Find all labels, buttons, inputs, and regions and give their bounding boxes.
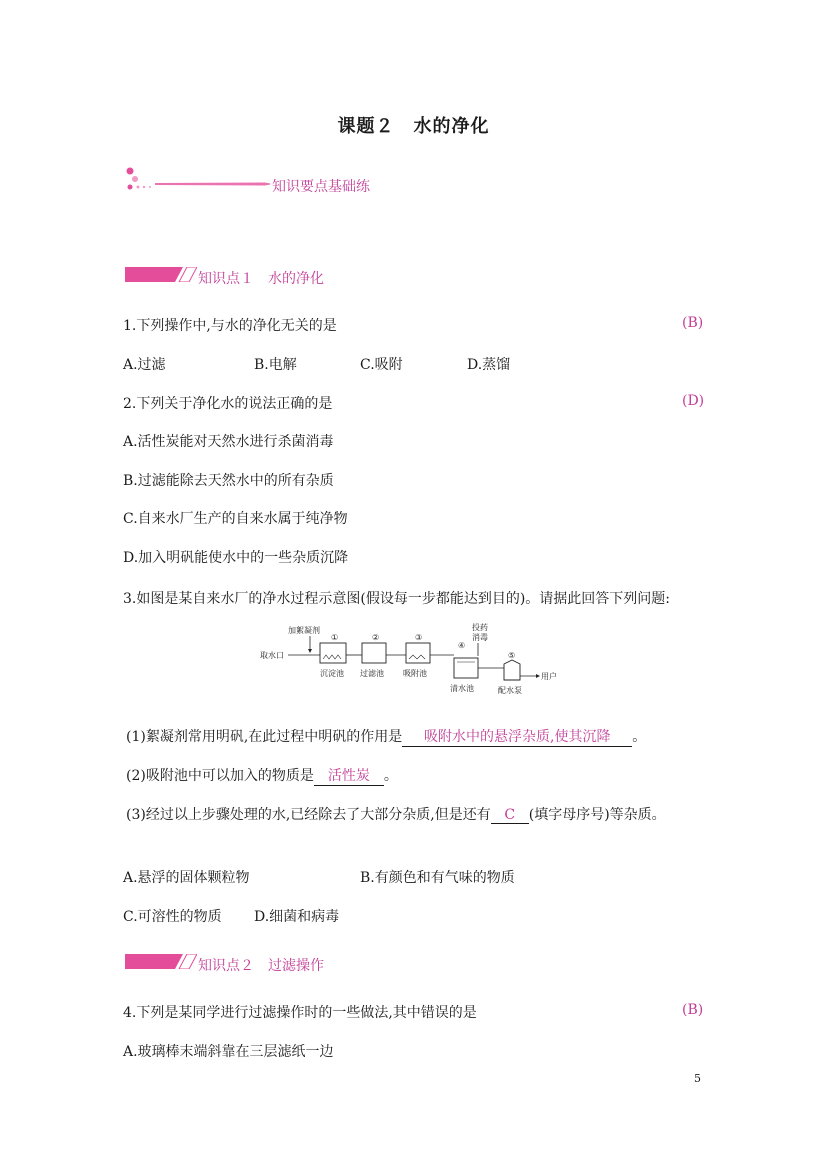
sub-1-answer-blank: 吸附水中的悬浮杂质,使其沉降 — [402, 726, 632, 747]
question-3-sub-3 — [126, 804, 666, 824]
question-1-option-b: B.电解 — [254, 357, 297, 373]
question-3-option-b: B.有颜色和有气味的物质 — [360, 870, 515, 886]
knowledge-point-bar — [125, 954, 197, 969]
pump-icon — [504, 660, 520, 680]
question-4-answer: (B) — [682, 1002, 704, 1018]
diagram-unit-5: 配水泵 — [498, 686, 522, 695]
clear-water-tank-icon — [454, 658, 478, 678]
question-4-stem: 4.下列是某同学进行过滤操作时的一些做法,其中错误的是 — [123, 1005, 477, 1021]
diagram-num-5: ⑤ — [508, 651, 516, 660]
sub-2-answer-blank: 活性炭 — [314, 765, 384, 786]
question-1-option-d: D.蒸馏 — [467, 357, 511, 373]
question-1-option-c: C.吸附 — [360, 357, 403, 373]
sub-1-prefix: (1)絮凝剂常用明矾,在此过程中明矾的作用是 — [126, 729, 403, 745]
diagram-coagulant-label: 加絮凝剂 — [288, 626, 320, 635]
question-1-option-a: A.过滤 — [123, 357, 166, 373]
question-3-sub-2 — [126, 765, 398, 786]
diagram-unit-4: 清水池 — [450, 684, 474, 693]
filter-tank-icon — [362, 643, 386, 663]
knowledge-point-1-label: 知识点１ 水的净化 — [198, 271, 324, 287]
diagram-num-1: ① — [331, 633, 339, 642]
question-3-option-c: C.可溶性的物质 — [123, 909, 222, 925]
settling-tank-icon — [320, 643, 346, 663]
sub-3-prefix: (3)经过以上步骤处理的水,已经除去了大部分杂质,但是还有 — [126, 807, 491, 823]
question-2-option-d: D.加入明矾能使水中的一些杂质沉降 — [123, 550, 349, 566]
diagram-output-label: 用户 — [541, 672, 557, 681]
sub-2-suffix: 。 — [383, 768, 398, 784]
diagram-num-2: ② — [372, 633, 380, 642]
question-1-stem: 1.下列操作中,与水的净化无关的是 — [123, 318, 337, 334]
diagram-num-4: ④ — [458, 641, 466, 650]
page-title: 课题２ 水的净化 — [337, 116, 490, 137]
question-3-option-d: D.细菌和病毒 — [254, 909, 340, 925]
question-3-sub-1 — [126, 726, 646, 747]
diagram-input-label: 取水口 — [260, 651, 284, 660]
question-3-stem: 3.如图是某自来水厂的净水过程示意图(假设每一步都能达到目的)。请据此回答下列问题: — [123, 591, 670, 607]
question-4-option-a: A.玻璃棒末端斜靠在三层滤纸一边 — [123, 1044, 334, 1060]
sub-3-answer-blank: C — [491, 807, 529, 824]
sub-2-prefix: (2)吸附池中可以加入的物质是 — [126, 768, 314, 784]
sub-1-suffix: 。 — [632, 729, 647, 745]
question-2-stem: 2.下列关于净化水的说法正确的是 — [123, 396, 333, 412]
question-2-option-c: C.自来水厂生产的自来水属于纯净物 — [123, 511, 348, 527]
section-label: 知识要点基础练 — [272, 179, 370, 195]
page-number: 5 — [694, 1072, 701, 1085]
diagram-unit-2: 过滤池 — [360, 669, 384, 678]
knowledge-point-2-label: 知识点２ 过滤操作 — [198, 958, 324, 974]
diagram-disinfect-label-1: 投药 — [472, 623, 488, 632]
question-2-option-a: A.活性炭能对天然水进行杀菌消毒 — [123, 434, 334, 450]
question-2-option-b: B.过滤能除去天然水中的所有杂质 — [123, 473, 334, 489]
diagram-num-3: ③ — [415, 633, 423, 642]
adsorption-tank-icon — [406, 643, 430, 663]
diagram-disinfect-label-2: 消毒 — [472, 633, 488, 642]
question-2-answer: (D) — [682, 393, 705, 409]
diagram-unit-3: 吸附池 — [403, 669, 427, 678]
diagram-unit-1: 沉淀池 — [320, 669, 344, 678]
water-purification-diagram — [258, 618, 578, 698]
question-3-option-a: A.悬浮的固体颗粒物 — [123, 870, 250, 886]
knowledge-point-bar — [125, 267, 197, 282]
question-1-answer: (B) — [682, 315, 704, 331]
sub-3-suffix: (填字母序号)等杂质。 — [528, 807, 666, 823]
